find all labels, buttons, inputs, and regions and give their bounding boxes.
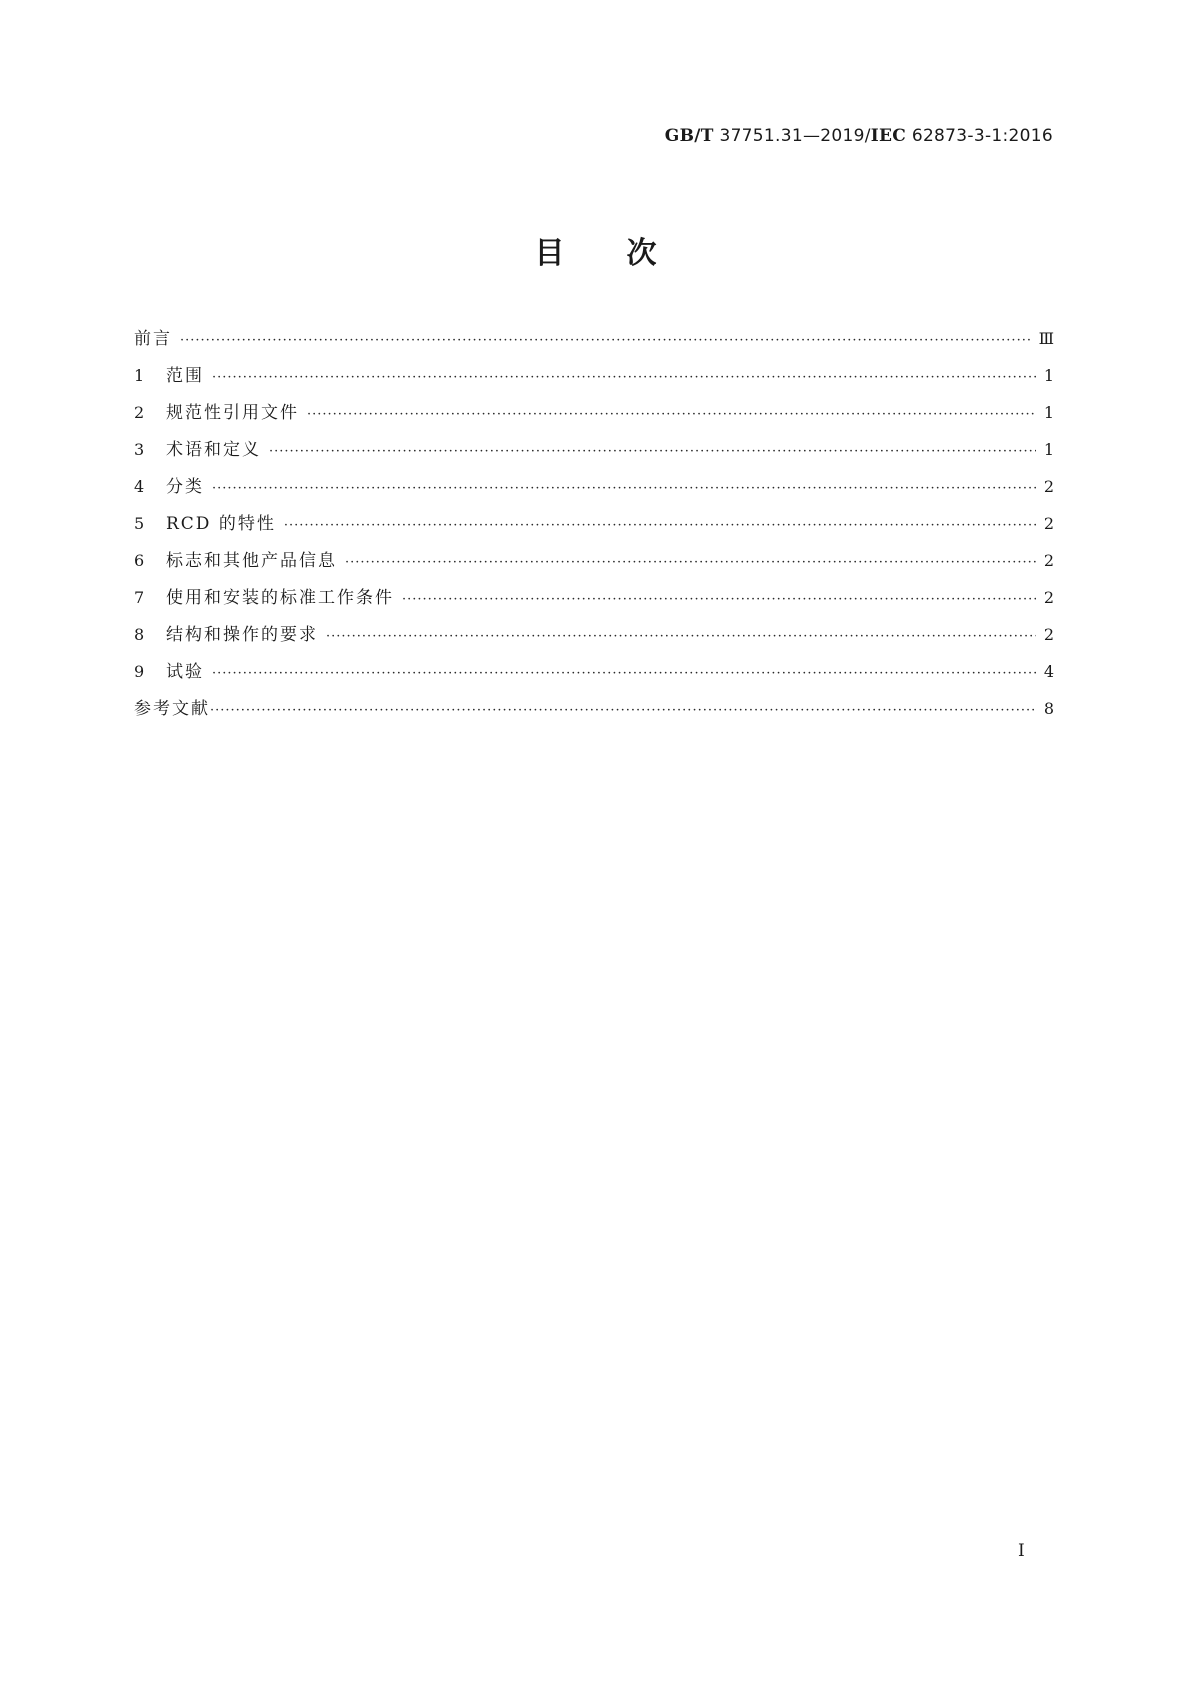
toc-title: 目次 (534, 236, 719, 271)
toc-entry-page: 2 (1043, 588, 1054, 607)
toc-entry-label: 结构和操作的要求 (166, 625, 318, 645)
toc-entry-number: 1 (134, 366, 145, 385)
toc-entry-number: 4 (134, 477, 145, 496)
toc-entry-rcd-characteristics[interactable] (134, 509, 1054, 546)
toc-entry-foreword[interactable] (134, 324, 1054, 361)
toc-dot-leader (210, 703, 1036, 718)
toc-dot-leader (180, 333, 1033, 348)
toc-entry-classification[interactable] (134, 472, 1054, 509)
toc-entry-label: 分类 (166, 477, 204, 497)
toc-entry-bibliography[interactable] (134, 694, 1054, 731)
toc-entry-number: 6 (134, 551, 145, 570)
toc-entry-page: 2 (1043, 477, 1054, 496)
toc-entry-tests[interactable] (134, 657, 1054, 694)
toc-entry-number: 9 (134, 662, 145, 681)
toc-entry-page: 1 (1043, 440, 1054, 459)
toc-entry-page: 4 (1043, 662, 1054, 681)
toc-entry-label: 术语和定义 (166, 440, 261, 460)
toc-dot-leader (307, 407, 1036, 422)
toc-dot-leader (345, 555, 1036, 570)
toc-dot-leader (212, 370, 1036, 385)
toc-entry-label: 使用和安装的标准工作条件 (166, 588, 394, 608)
toc-entry-page: 2 (1043, 625, 1054, 644)
standard-prefix: GB/T (664, 126, 714, 146)
toc-entry-label: 参考文献 (134, 699, 210, 719)
toc-entry-page: 1 (1043, 366, 1054, 385)
toc-entry-number: 8 (134, 625, 145, 644)
page-number: I (1018, 1541, 1025, 1561)
toc-entry-page: 2 (1043, 514, 1054, 533)
toc-entry-number: 5 (134, 514, 145, 533)
iec-number: 62873-3-1:2016 (911, 126, 1053, 146)
toc-dot-leader (402, 592, 1036, 607)
toc-entry-label: 前言 (134, 329, 172, 349)
toc-entry-label: RCD 的特性 (166, 514, 276, 534)
toc-entry-label: 标志和其他产品信息 (166, 551, 337, 571)
toc-dot-leader (212, 666, 1036, 681)
toc-dot-leader (326, 629, 1036, 644)
toc-dot-leader (212, 481, 1036, 496)
toc-entry-page: 8 (1043, 699, 1054, 718)
table-of-contents (134, 324, 1054, 731)
toc-dot-leader (269, 444, 1036, 459)
toc-entry-normative-references[interactable] (134, 398, 1054, 435)
toc-entry-page: 1 (1043, 403, 1054, 422)
toc-entry-page: 2 (1043, 551, 1054, 570)
toc-dot-leader (284, 518, 1036, 533)
toc-entry-label: 试验 (166, 662, 204, 682)
standard-number: 37751.31—2019/ (719, 126, 871, 146)
toc-entry-terms-definitions[interactable] (134, 435, 1054, 472)
toc-entry-number: 2 (134, 403, 145, 422)
toc-entry-scope[interactable] (134, 361, 1054, 398)
toc-entry-page: Ⅲ (1038, 329, 1054, 348)
iec-prefix: IEC (870, 126, 907, 146)
toc-entry-construction-requirements[interactable] (134, 620, 1054, 657)
toc-entry-operating-conditions[interactable] (134, 583, 1054, 620)
toc-entry-marking[interactable] (134, 546, 1054, 583)
toc-entry-number: 3 (134, 440, 145, 459)
document-header (665, 126, 1053, 146)
toc-entry-label: 规范性引用文件 (166, 403, 299, 423)
toc-entry-label: 范围 (166, 366, 204, 386)
toc-entry-number: 7 (134, 588, 145, 607)
